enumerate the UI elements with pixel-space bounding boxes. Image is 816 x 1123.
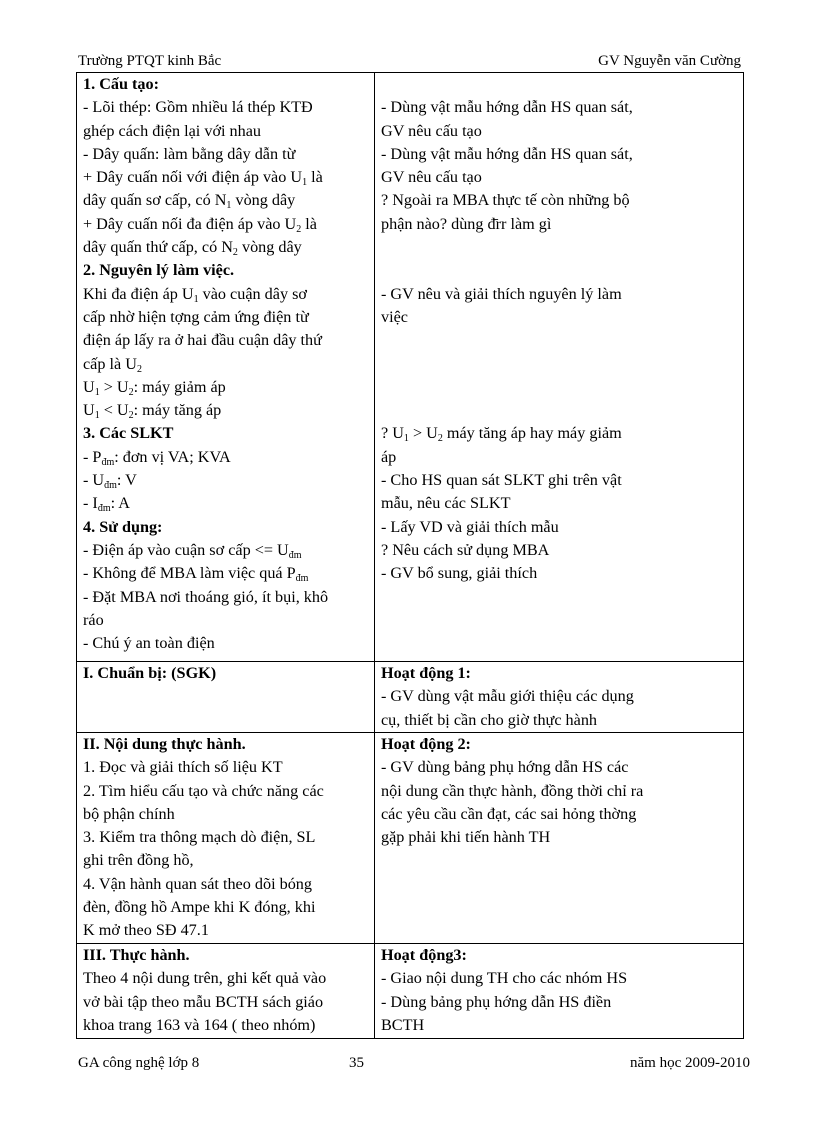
text-line: 1. Đọc và giải thích số liệu KT [83, 758, 283, 777]
activity-heading: Hoạt động3: [381, 946, 467, 964]
text-line: cấp nhờ hiện tợng cảm ứng điện từ [83, 307, 309, 326]
text-line: ? $U_1 > U_2$ máy tăng áp hay máy giảm [381, 424, 622, 445]
text-line: ghi trên đồng hồ, [83, 851, 194, 870]
footer-school-year: năm học 2009-2010 [630, 1055, 750, 1071]
text-line: mẫu, nêu các SLKT [381, 494, 511, 513]
text-line: điện áp lấy ra ở hai đầu cuận dây thứ [83, 331, 322, 350]
text-line: 4. Vận hành quan sát theo dõi bóng [83, 874, 312, 893]
section-heading: 4. Sử dụng: [83, 517, 163, 536]
text-line: BCTH [381, 1015, 425, 1034]
text-line: ? Nêu cách sử dụng MBA [381, 540, 550, 559]
text-line: - Dùng vật mẫu hớng dẫn HS quan sát, [381, 144, 633, 163]
footer-subject: GA công nghệ lớp 8 [78, 1055, 200, 1071]
table-row [77, 73, 744, 662]
header-teacher: GV Nguyễn văn Cường [598, 53, 741, 69]
text-line: - Chú ý an toàn điện [83, 634, 215, 653]
text-line: - GV dùng vật mẫu giới thiệu các dụng [381, 687, 634, 706]
text-line: ghép cách điện lại với nhau [83, 121, 262, 140]
text-line: đèn, đồng hồ Ampe khi K đóng, khi [83, 898, 316, 917]
structure-activity-cell [375, 73, 744, 662]
text-line: - GV dùng bảng phụ hớng dẫn HS các [381, 758, 629, 777]
preparation-cell [77, 662, 375, 733]
text-line: 3. Kiểm tra thông mạch dò điện, SL [83, 828, 316, 847]
text-line: cụ, thiết bị cần cho giờ thực hành [381, 710, 598, 729]
text-line: - Dùng vật mẫu hớng dẫn HS quan sát, [381, 98, 633, 117]
text-line: GV nêu cấu tạo [381, 121, 482, 140]
text-line: dây quấn sơ cấp, có $N_1$ vòng dây [83, 191, 296, 212]
table-row [77, 662, 744, 733]
text-line: các yêu cầu cần đạt, các sai hỏng thờng [381, 804, 637, 823]
activity-heading: Hoạt động 2: [381, 735, 471, 753]
text-line: Theo 4 nội dung trên, ghi kết quả vào [83, 969, 327, 988]
text-line: nội dung cần thực hành, đồng thời chỉ ra [381, 781, 644, 800]
page-number: 35 [349, 1055, 364, 1071]
text-line: - $P_{đm}$: đơn vị VA; KVA [83, 447, 231, 468]
formula-line: $U_1 < U_2$: máy tăng áp [83, 401, 222, 422]
text-line: bộ phận chính [83, 804, 175, 823]
text-line: + Dây cuấn nối đa điện áp vào $U_2$ là [83, 214, 317, 235]
text-line: - Không để MBA làm việc quá $P_{đm}$ [83, 564, 309, 585]
text-line: - Điện áp vào cuận sơ cấp <= $U_{đm}$ [83, 540, 302, 561]
text-line: + Dây cuấn nối với điện áp vào $U_1$ là [83, 168, 323, 189]
text-line: - Cho HS quan sát SLKT ghi trên vật [381, 471, 622, 490]
section-heading: 1. Cấu tạo: [83, 75, 159, 93]
lesson-table [76, 72, 744, 1039]
text-line: gặp phải khi tiến hành TH [381, 828, 551, 847]
section-heading: 2. Nguyên lý làm việc. [83, 261, 235, 280]
text-line: cấp là $U_2$ [83, 354, 142, 375]
section-heading: 3. Các SLKT [83, 424, 174, 443]
text-line: ráo [83, 610, 104, 629]
practice-cell [77, 944, 375, 1039]
text-line: K mở theo SĐ 47.1 [83, 921, 209, 940]
text-line: khoa trang 163 và 164 ( theo nhóm) [83, 1015, 316, 1034]
text-line: GV nêu cấu tạo [381, 168, 482, 187]
table-row [77, 944, 744, 1039]
text-line: phận nào? dùng đ̄rr làm gì [381, 214, 552, 233]
text-line: - $U_{đm}$: V [83, 471, 137, 492]
text-line: 2. Tìm hiểu cấu tạo và chức năng các [83, 781, 324, 800]
section-heading: II. Nội dung thực hành. [83, 735, 246, 753]
text-line: dây quấn thứ cấp, có $N_2$ vòng dây [83, 238, 302, 259]
text-line: - Đặt MBA nơi thoáng gió, ít bụi, khô [83, 587, 329, 606]
structure-content-cell [77, 73, 375, 662]
section-heading: I. Chuẩn bị: (SGK) [83, 664, 217, 682]
text-line: việc [381, 307, 408, 326]
activity-1-cell [375, 662, 744, 733]
text-line: - GV bổ sung, giải thích [381, 564, 538, 583]
text-line: Khi đa điện áp $U_1$ vào cuận dây sơ [83, 284, 307, 305]
text-line: ? Ngoài ra MBA thực tế còn những bộ [381, 191, 630, 210]
text-line: - Lõi thép: Gồm nhiều lá thép KTĐ [83, 98, 313, 117]
activity-3-cell [375, 944, 744, 1039]
text-line: vở bài tập theo mẫu BCTH sách giáo [83, 992, 324, 1011]
activity-2-cell [375, 733, 744, 944]
table-row [77, 733, 744, 944]
formula-line: $U_1 > U_2$: máy giảm áp [83, 377, 226, 398]
text-line: - Dây quấn: làm bằng dây dẫn từ [83, 144, 296, 163]
text-line: áp [381, 447, 397, 466]
text-line: - Dùng bảng phụ hớng dẫn HS điền [381, 992, 612, 1011]
section-heading: III. Thực hành. [83, 946, 190, 964]
activity-heading: Hoạt động 1: [381, 664, 471, 682]
text-line: - Giao nội dung TH cho các nhóm HS [381, 969, 628, 988]
practice-content-cell [77, 733, 375, 944]
text-line: - $I_{đm}$: A [83, 494, 130, 515]
text-line: - GV nêu và giải thích nguyên lý làm [381, 284, 622, 303]
header-school: Trường PTQT kinh Bắc [78, 53, 222, 69]
text-line: - Lấy VD và giải thích mẫu [381, 517, 559, 536]
